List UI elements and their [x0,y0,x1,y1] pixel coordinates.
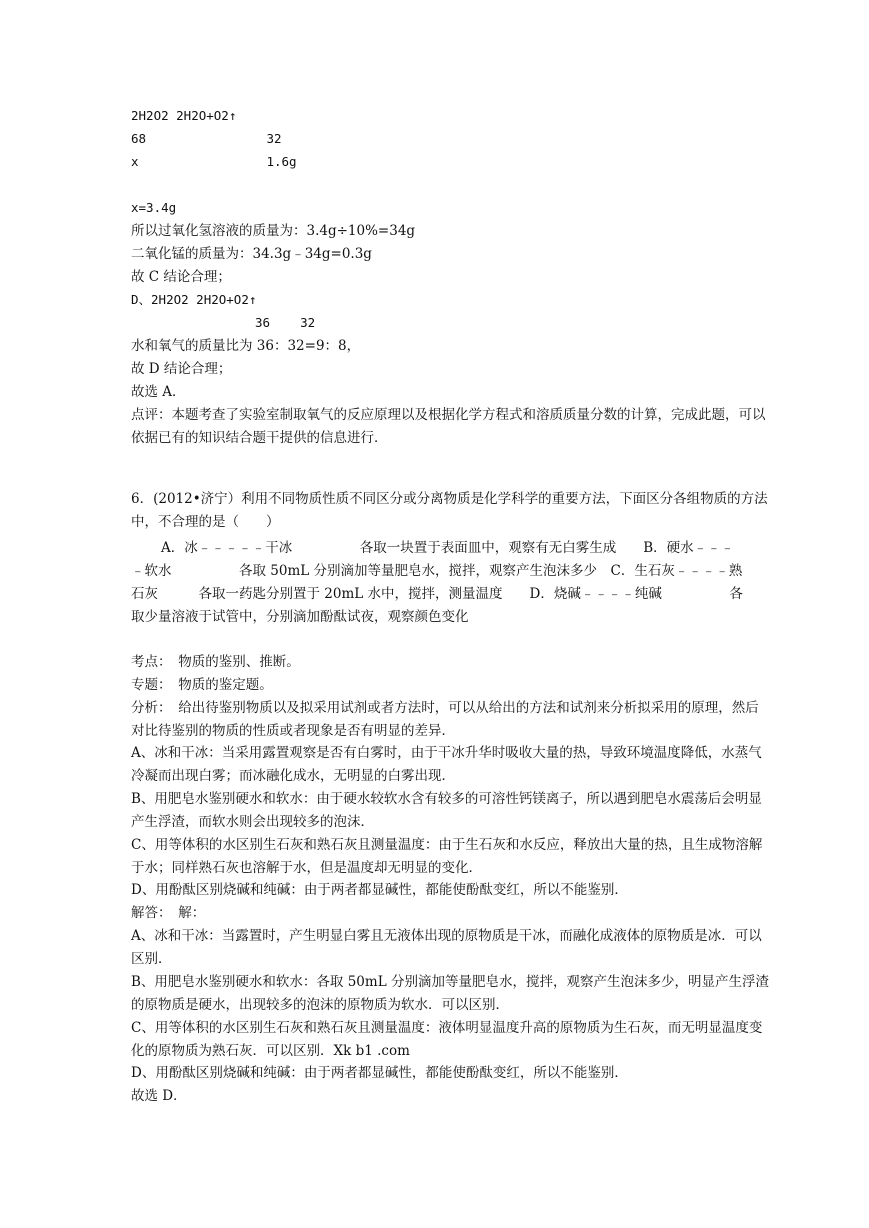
kaodian: 考点： 物质的鉴别、推断。 [131,654,300,670]
x-result: x=3.4g [131,200,177,215]
zhuanti: 专题： 物质的鉴定题。 [131,677,273,693]
analysis-a: A、冰和干冰：当采用露置观察是否有白雾时，由于干冰升华时吸收大量的热，导致环境温度降低，水蒸气冷凝而出现白雾；而冰融化成水，无明显的白雾出现． [131,745,762,784]
equation-d: D、2H2O2 2H2O+O2↑ [131,292,257,307]
conclusion-c: 故 C 结论合理； [131,269,231,285]
equation-unknown-row: x 1.6g [131,154,297,169]
mass-ratio: 水和氧气的质量比为 36：32=9：8， [131,338,361,354]
solution-heading: 解答： 解： [131,905,206,921]
question-6-options: A．冰﹣﹣﹣﹣﹣干冰 各取一块置于表面皿中，观察有无白雾生成 B．硬水﹣﹣﹣﹣软水 各取 50mL 分别滴加等量肥皂水，搅拌，观察产生泡沫多少 C．生石灰﹣﹣﹣﹣熟石灰 各取一药匙分别置于 20mL 水中，搅拌，测量温度 D．烧碱﹣﹣﹣﹣纯碱 各取少量溶液于试管中，分别滴加酚酞试夜，观察颜色变化 [131,540,743,625]
equation-d-mass-row: 36 32 [255,315,316,330]
analysis-intro: 分析： 给出待鉴别物质以及拟采用试剂或者方法时，可以从给出的方法和试剂来分析拟采用的原理，然后对比待鉴别的物质的性质或者现象是否有明显的差异． [131,700,759,739]
equation-h2o2-decomposition: 2H2O2 2H2O+O2↑ [131,108,237,123]
answer-d: 故选 D． [131,1088,187,1104]
analysis-d: D、用酚酞区别烧碱和纯碱：由于两者都显碱性，都能使酚酞变红，所以不能鉴别． [131,882,628,898]
solution-b: B、用肥皂水鉴别硬水和软水：各取 50mL 分别滴加等量肥皂水，搅拌，观察产生泡沫多少，明显产生浮渣的原物质是硬水，出现较多的泡沫的原物质为软水．可以区别． [131,974,769,1013]
solution-c: C、用等体积的水区别生石灰和熟石灰且测量温度：液体明显温度升高的原物质为生石灰，而无明显温度变化的原物质为熟石灰．可以区别．Xk b1 .com [131,1020,763,1059]
analysis-b: B、用肥皂水鉴别硬水和软水：由于硬水较软水含有较多的可溶性钙镁离子，所以遇到肥皂水震荡后会明显产生浮渣，而软水则会出现较多的泡沫． [131,791,762,830]
comment: 点评：本题考查了实验室制取氧气的反应原理以及根据化学方程式和溶质质量分数的计算，完成此题，可以依据已有的知识结合题干提供的信息进行． [131,407,766,446]
h2o2-solution-mass: 所以过氧化氢溶液的质量为：3.4g÷10%=34g [131,223,416,239]
conclusion-d: 故 D 结论合理； [131,361,232,377]
solution-d: D、用酚酞区别烧碱和纯碱：由于两者都显碱性，都能使酚酞变红，所以不能鉴别． [131,1065,628,1081]
answer-a: 故选 A． [131,384,186,400]
analysis-c: C、用等体积的水区别生石灰和熟石灰且测量温度：由于生石灰和水反应，释放出大量的热，且生成物溶解于水；同样熟石灰也溶解于水，但是温度却无明显的变化． [131,837,763,876]
equation-mass-row: 68 32 [131,131,282,146]
question-6-stem: 6．(2012•济宁）利用不同物质性质不同区分或分离物质是化学科学的重要方法，下面区分各组物质的方法中，不合理的是（ ） [131,491,768,530]
solution-a: A、冰和干冰：当露置时，产生明显白雾且无液体出现的原物质是干冰，而融化成液体的原物质是冰．可以区别． [131,928,762,967]
mno2-mass: 二氧化锰的质量为：34.3g﹣34g=0.3g [131,246,372,262]
